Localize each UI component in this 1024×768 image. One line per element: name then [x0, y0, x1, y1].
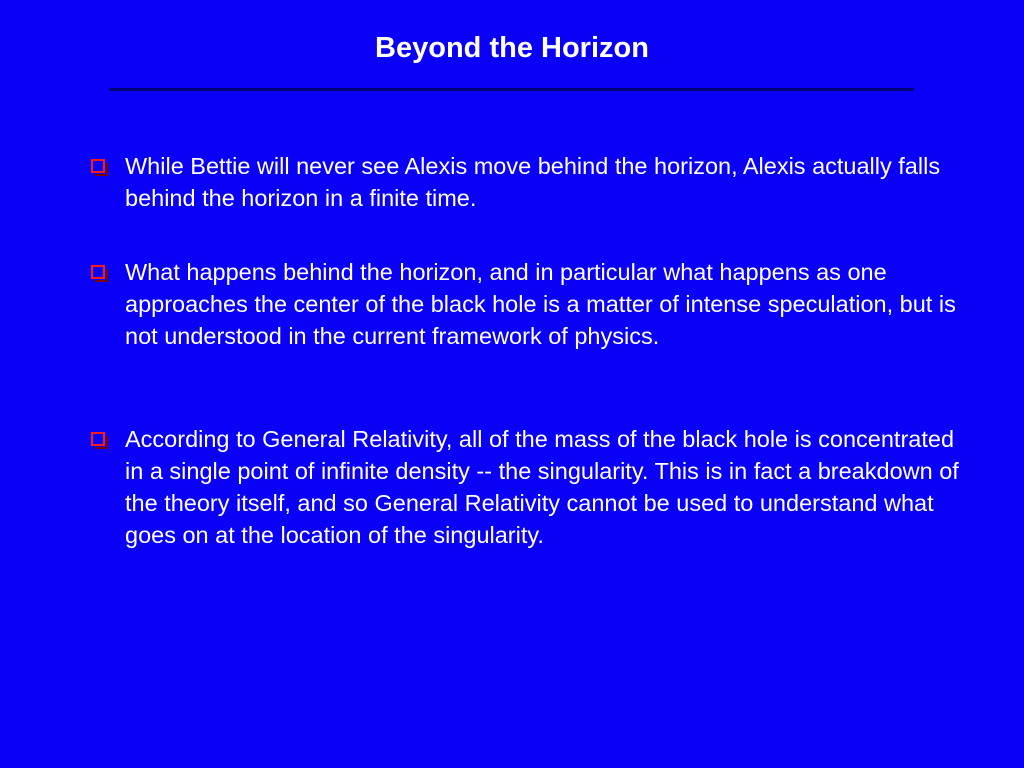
bullet-item	[91, 423, 971, 551]
square-bullet-icon	[91, 432, 105, 446]
bullet-item	[91, 150, 971, 214]
bullet-text: According to General Relativity, all of the mass of the black hole is concentrated in a single point of infinite density -- the singularity. This is in fact a breakdown of the theory itself, and so General Relativity cannot be used to understand what goes on at the location of the singularity.	[125, 426, 959, 548]
bullet-text: While Bettie will never see Alexis move behind the horizon, Alexis actually falls behind the horizon in a finite time.	[125, 153, 941, 211]
square-bullet-icon	[91, 265, 105, 279]
bullet-text: What happens behind the horizon, and in particular what happens as one approaches the center of the black hole is a matter of intense speculation, but is not understood in the current framework of physics.	[125, 259, 956, 349]
bullet-item	[91, 256, 971, 352]
square-bullet-icon	[91, 159, 105, 173]
slide-title: Beyond the Horizon	[375, 32, 649, 64]
